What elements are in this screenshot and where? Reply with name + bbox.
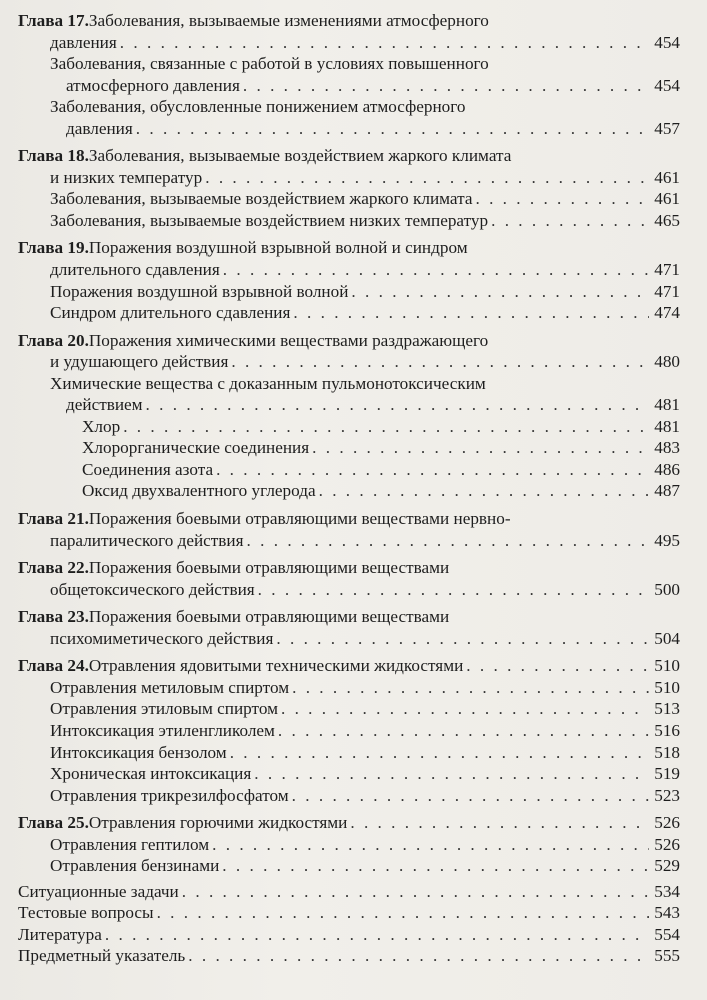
chapter-title: Отравления горючими жидкостями: [88, 813, 348, 833]
chapter-title: Поражения боевыми отравляющими веществами: [88, 558, 450, 578]
page-number: 526: [654, 813, 680, 833]
section-title: Хлор: [82, 416, 121, 436]
back-matter-title: Ситуационные задачи: [18, 881, 179, 901]
toc-section-line: [18, 834, 680, 856]
chapter-title-cont: психомиметического действия: [50, 628, 274, 648]
chapter-title: Отравления ядовитыми техническими жидкостями: [88, 656, 464, 676]
dot-leader: [258, 579, 649, 601]
dot-leader: [136, 118, 649, 140]
section-title: Отравления бензинами: [50, 856, 220, 876]
page-number: 486: [654, 459, 680, 479]
page-number: 523: [654, 785, 680, 805]
page-number: 487: [654, 481, 680, 501]
toc-chapter-cont-line: [18, 167, 680, 189]
toc-section-cont-line: [18, 75, 680, 97]
dot-leader: [491, 210, 649, 232]
back-matter-title: Тестовые вопросы: [18, 903, 154, 923]
page-number: 510: [654, 656, 680, 676]
dot-leader: [182, 881, 649, 903]
chapter-number: Глава 18.: [18, 146, 89, 166]
dot-leader: [281, 698, 649, 720]
page-number: 457: [654, 118, 680, 138]
toc-section-line: [18, 785, 680, 807]
toc-section-line: [18, 437, 680, 459]
dot-leader: [223, 259, 649, 281]
page-number: 471: [654, 260, 680, 280]
dot-leader: [205, 167, 649, 189]
toc-chapter-line: [18, 10, 680, 32]
chapter-title: Поражения химическими веществами раздражающего: [88, 330, 489, 350]
page-number: 461: [654, 189, 680, 209]
dot-leader: [120, 32, 649, 54]
section-title: Хлорорганические соединения: [82, 438, 310, 458]
dot-leader: [312, 437, 649, 459]
section-title: Отравления этиловым спиртом: [50, 699, 278, 719]
toc-chapter-cont-line: [18, 579, 680, 601]
dot-leader: [247, 530, 649, 552]
toc-chapter-line: [18, 655, 680, 677]
dot-leader: [293, 302, 649, 324]
section-title: Синдром длительного сдавления: [50, 303, 291, 323]
section-title: Отравления метиловым спиртом: [50, 677, 290, 697]
back-matter-title: Предметный указатель: [18, 946, 186, 966]
chapter-title-cont: паралитического действия: [50, 530, 244, 550]
toc-chapter-line: [18, 812, 680, 834]
chapter-number: Глава 23.: [18, 607, 89, 627]
chapter-number: Глава 22.: [18, 558, 89, 578]
toc-section-line: [18, 459, 680, 481]
page-number: 534: [654, 881, 680, 901]
dot-leader: [475, 188, 649, 210]
page-number: 529: [654, 856, 680, 876]
chapter-title-cont: длительного сдавления: [50, 260, 220, 280]
toc-section-line: [18, 281, 680, 303]
page-number: 465: [654, 210, 680, 230]
chapter-title: Заболевания, вызываемые воздействием жаркого климата: [88, 146, 512, 166]
section-title: Заболевания, вызываемые воздействием жаркого климата: [50, 189, 473, 209]
page-number: 481: [654, 395, 680, 415]
page-number: 510: [654, 677, 680, 697]
page-number: 526: [654, 834, 680, 854]
dot-leader: [188, 945, 649, 967]
chapter-number: Глава 19.: [18, 238, 89, 258]
section-title: Поражения воздушной взрывной волной: [50, 281, 349, 301]
page-number: 481: [654, 416, 680, 436]
chapter-title-cont: давления: [50, 32, 117, 52]
back-matter-title: Литература: [18, 924, 102, 944]
chapter-number: Глава 17.: [18, 11, 89, 30]
dot-leader: [212, 834, 649, 856]
toc-section-line: [18, 188, 680, 210]
page-number: 500: [654, 579, 680, 599]
dot-leader: [254, 763, 649, 785]
toc-chapter-cont-line: [18, 530, 680, 552]
toc-chapter-cont-line: [18, 351, 680, 373]
page-number: 554: [654, 924, 680, 944]
chapter-title: Поражения боевыми отравляющими веществами: [88, 607, 450, 627]
chapter-title-cont: общетоксического действия: [50, 579, 255, 599]
chapter-title: Поражения воздушной взрывной волной и синдром: [88, 238, 468, 258]
dot-leader: [146, 394, 649, 416]
toc-section-cont-line: [18, 394, 680, 416]
toc-chapter-cont-line: [18, 32, 680, 54]
toc-section-line: [18, 416, 680, 438]
page-number: 504: [654, 628, 680, 648]
dot-leader: [105, 924, 649, 946]
chapter-number: Глава 24.: [18, 656, 89, 676]
chapter-number: Глава 20.: [18, 330, 89, 350]
dot-leader: [243, 75, 649, 97]
dot-leader: [216, 459, 649, 481]
dot-leader: [230, 742, 649, 764]
toc-section-line: [18, 373, 680, 395]
toc-chapter-cont-line: [18, 259, 680, 281]
section-title-cont: атмосферного давления: [66, 75, 240, 95]
page-number: 543: [654, 903, 680, 923]
section-title: Химические вещества с доказанным пульмонотоксическим: [50, 373, 486, 393]
page-number: 516: [654, 720, 680, 740]
chapter-number: Глава 21.: [18, 509, 89, 529]
section-title: Хроническая интоксикация: [50, 764, 252, 784]
section-title: Интоксикация этиленгликолем: [50, 720, 275, 740]
page-number: 518: [654, 742, 680, 762]
dot-leader: [276, 628, 649, 650]
section-title: Заболевания, связанные с работой в условиях повышенного: [50, 54, 489, 74]
section-title: Отравления трикрезилфосфатом: [50, 785, 289, 805]
dot-leader: [157, 902, 649, 924]
section-title-cont: давления: [66, 118, 133, 138]
page-number: 454: [654, 32, 680, 52]
page-number: 480: [654, 352, 680, 372]
page-number: 555: [654, 946, 680, 966]
section-title: Отравления гептилом: [50, 834, 210, 854]
toc-chapter-cont-line: [18, 628, 680, 650]
dot-leader: [292, 677, 649, 699]
chapter-title: Заболевания, вызываемые изменениями атмосферного: [88, 11, 489, 30]
toc-section-line: [18, 53, 680, 75]
page-number: 513: [654, 699, 680, 719]
dot-leader: [222, 855, 649, 877]
toc-back-matter-line: [18, 924, 680, 946]
toc-back-matter-line: [18, 881, 680, 903]
dot-leader: [319, 480, 649, 502]
dot-leader: [350, 812, 649, 834]
toc-section-line: [18, 698, 680, 720]
toc-section-line: [18, 210, 680, 232]
toc-chapter-line: [18, 606, 680, 628]
table-of-contents: [18, 8, 680, 967]
toc-section-line: [18, 720, 680, 742]
dot-leader: [351, 281, 649, 303]
page-number: 519: [654, 764, 680, 784]
toc-chapter-line: [18, 330, 680, 352]
page-number: 495: [654, 530, 680, 550]
page-number: 461: [654, 167, 680, 187]
page-number: 454: [654, 75, 680, 95]
chapter-number: Глава 25.: [18, 813, 89, 833]
toc-section-line: [18, 302, 680, 324]
toc-back-matter-line: [18, 902, 680, 924]
dot-leader: [292, 785, 649, 807]
toc-chapter-line: [18, 557, 680, 579]
chapter-title-cont: и низких температур: [50, 167, 203, 187]
dot-leader: [278, 720, 649, 742]
section-title: Соединения азота: [82, 459, 214, 479]
toc-section-line: [18, 677, 680, 699]
section-title: Заболевания, вызываемые воздействием низких температур: [50, 210, 489, 230]
toc-section-cont-line: [18, 118, 680, 140]
page-number: 474: [654, 303, 680, 323]
toc-section-line: [18, 96, 680, 118]
toc-section-line: [18, 742, 680, 764]
dot-leader: [466, 655, 649, 677]
section-title: Заболевания, обусловленные понижением атмосферного: [50, 97, 466, 117]
toc-chapter-line: [18, 508, 680, 530]
chapter-title-cont: и удушающего действия: [50, 352, 229, 372]
toc-section-line: [18, 480, 680, 502]
toc-chapter-line: [18, 145, 680, 167]
section-title-cont: действием: [66, 395, 143, 415]
section-title: Интоксикация бензолом: [50, 742, 227, 762]
chapter-title: Поражения боевыми отравляющими веществами нервно-: [88, 509, 511, 529]
toc-chapter-line: [18, 237, 680, 259]
toc-section-line: [18, 763, 680, 785]
toc-back-matter-line: [18, 945, 680, 967]
dot-leader: [231, 351, 649, 373]
dot-leader: [123, 416, 649, 438]
page-number: 471: [654, 281, 680, 301]
section-title: Оксид двухвалентного углерода: [82, 481, 316, 501]
page-number: 483: [654, 438, 680, 458]
toc-section-line: [18, 855, 680, 877]
